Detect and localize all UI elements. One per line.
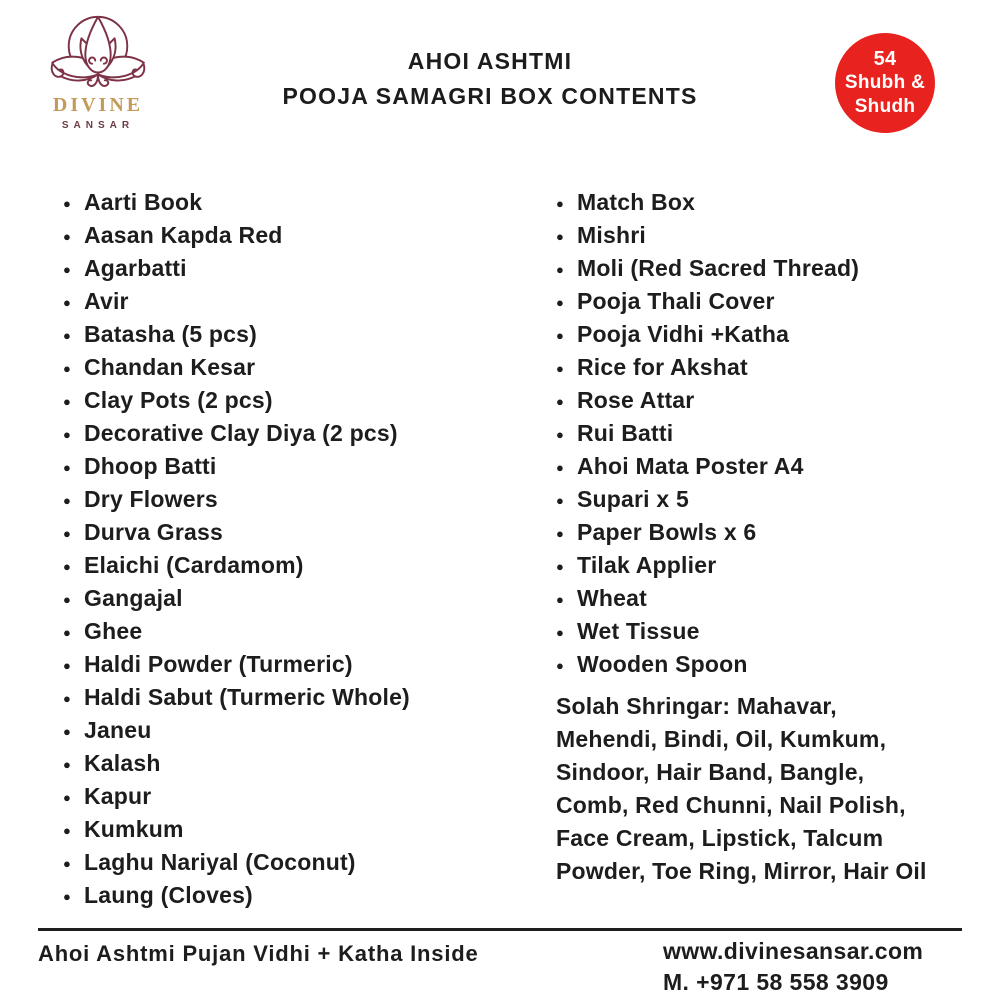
list-item: ● Kalash xyxy=(63,747,523,780)
count-badge xyxy=(835,33,935,133)
list-item: ● Gangajal xyxy=(63,582,523,615)
list-item: ● Rice for Akshat xyxy=(556,351,976,384)
footer-divider xyxy=(38,928,962,931)
brand-subname: SANSAR xyxy=(61,120,135,131)
badge-count: 54 xyxy=(873,48,897,70)
list-item: ● Avir xyxy=(63,285,523,318)
list-item: ● Durva Grass xyxy=(63,516,523,549)
list-item: ● Pooja Thali Cover xyxy=(556,285,976,318)
list-item: ● Aarti Book xyxy=(63,186,523,219)
list-item: ● Rui Batti xyxy=(556,417,976,450)
brand-name: DIVINE xyxy=(52,94,144,116)
title-line-2: POOJA SAMAGRI BOX CONTENTS xyxy=(282,83,698,109)
badge-line-3: Shudh xyxy=(854,96,916,117)
list-item: ● Laung (Cloves) xyxy=(63,879,523,912)
list-item: ● Kapur xyxy=(63,780,523,813)
list-item: ● Match Box xyxy=(556,186,976,219)
list-item: ● Haldi Sabut (Turmeric Whole) xyxy=(63,681,523,714)
list-item: ● Laghu Nariyal (Coconut) xyxy=(63,846,523,879)
list-item: ● Ahoi Mata Poster A4 xyxy=(556,450,976,483)
footer-note: Ahoi Ashtmi Pujan Vidhi + Katha Inside xyxy=(38,941,479,966)
list-item: ● Chandan Kesar xyxy=(63,351,523,384)
contents-list-right xyxy=(556,186,976,681)
list-item: ● Wheat xyxy=(556,582,976,615)
list-item: ● Wooden Spoon xyxy=(556,648,976,681)
list-item: ● Clay Pots (2 pcs) xyxy=(63,384,523,417)
list-item: ● Mishri xyxy=(556,219,976,252)
list-item: ● Agarbatti xyxy=(63,252,523,285)
page-title xyxy=(185,44,795,114)
solah-shringar-paragraph: Solah Shringar: Mahavar, Mehendi, Bindi, Oil, Kumkum, Sindoor, Hair Band, Bangle, Comb, Red Chunni, Nail Polish, Face Cream, Lipstick, Talcum Powder, Toe Ring, Mirror, Hair Oil xyxy=(556,693,927,884)
list-item: ● Pooja Vidhi +Katha xyxy=(556,318,976,351)
list-item: ● Ghee xyxy=(63,615,523,648)
list-item: ● Dry Flowers xyxy=(63,483,523,516)
footer-website: www.divinesansar.com xyxy=(663,938,924,964)
list-item: ● Wet Tissue xyxy=(556,615,976,648)
list-item: ● Elaichi (Cardamom) xyxy=(63,549,523,582)
list-item: ● Haldi Powder (Turmeric) xyxy=(63,648,523,681)
footer-contact xyxy=(663,936,923,998)
list-item: ● Dhoop Batti xyxy=(63,450,523,483)
title-line-1: AHOI ASHTMI xyxy=(407,48,573,74)
brand-logo xyxy=(43,12,153,131)
list-item: ● Decorative Clay Diya (2 pcs) xyxy=(63,417,523,450)
contents-list-left xyxy=(63,186,523,912)
badge-line-2: Shubh & xyxy=(844,72,926,93)
list-item: ● Aasan Kapda Red xyxy=(63,219,523,252)
list-item: ● Tilak Applier xyxy=(556,549,976,582)
list-item: ● Rose Attar xyxy=(556,384,976,417)
list-item: ● Moli (Red Sacred Thread) xyxy=(556,252,976,285)
list-item: ● Kumkum xyxy=(63,813,523,846)
lotus-icon xyxy=(43,12,153,92)
list-item: ● Janeu xyxy=(63,714,523,747)
list-item: ● Paper Bowls x 6 xyxy=(556,516,976,549)
list-item: ● Supari x 5 xyxy=(556,483,976,516)
list-item: ● Batasha (5 pcs) xyxy=(63,318,523,351)
footer-phone: M. +971 58 558 3909 xyxy=(663,969,889,995)
